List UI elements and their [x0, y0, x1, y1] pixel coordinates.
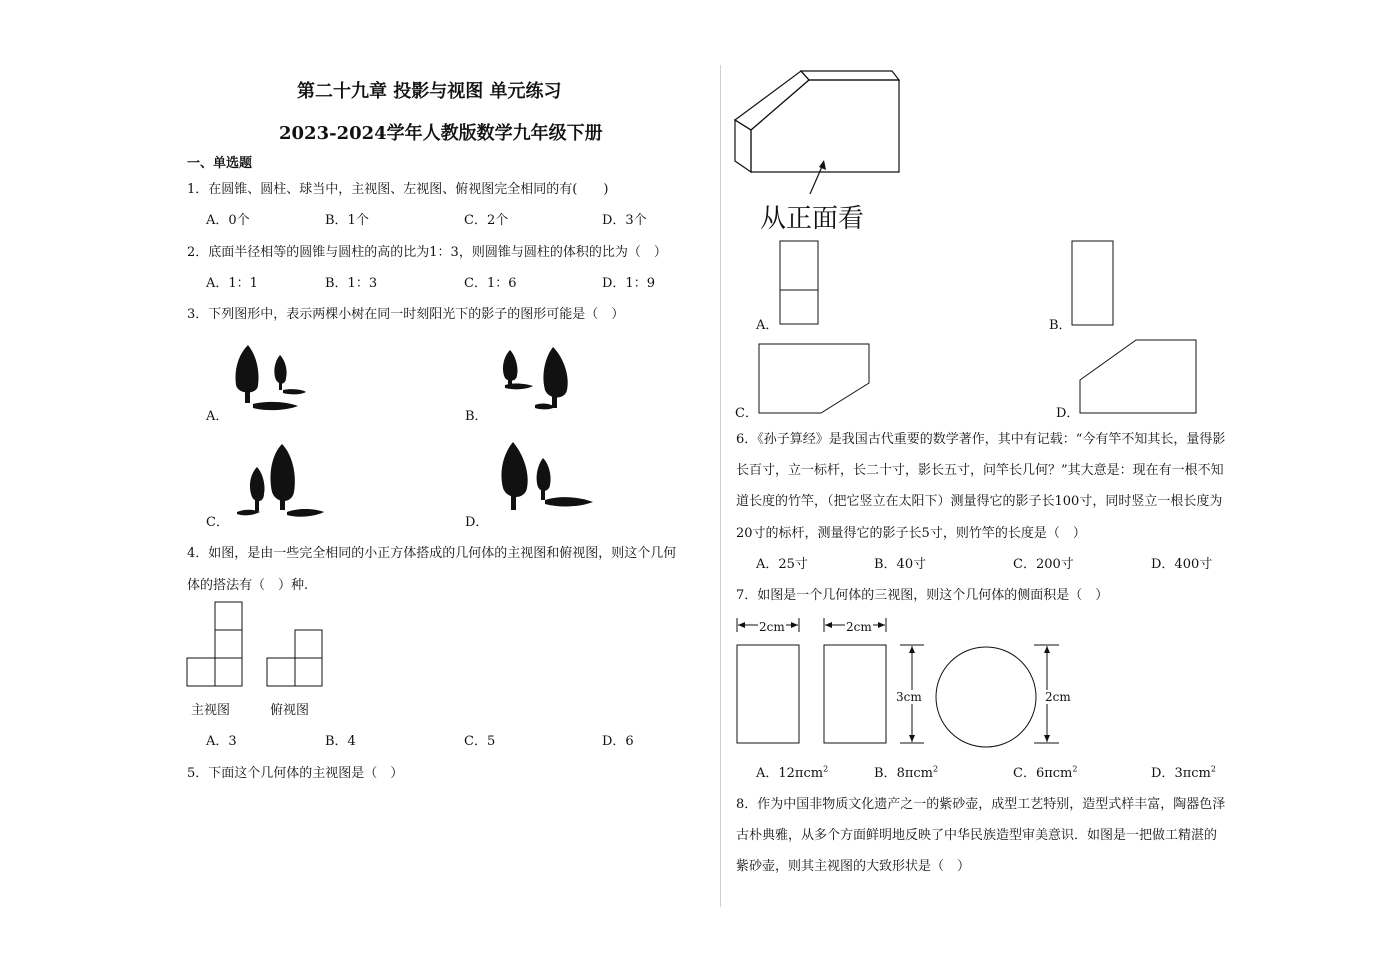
q1-option-a[interactable]: A．0个: [206, 213, 250, 228]
q3-trees-c-image[interactable]: [232, 442, 332, 520]
question-6-line2: 长百寸，立一标杆，长二十寸，影长五寸，问竿长几何？”其大意是：现在有一根不知: [736, 463, 1224, 478]
q6-option-b[interactable]: B．40寸: [874, 557, 927, 572]
q5-option-d-label[interactable]: D．: [1056, 406, 1080, 421]
question-7-stem: 7．如图是一个几何体的三视图，则这个几何体的侧面积是（ ）: [736, 588, 1109, 603]
question-6-line1: 6．《孙子算经》是我国古代重要的数学著作，其中有记载：“今有竿不知其长，量得影: [736, 432, 1226, 447]
q5-view-arrow: [806, 158, 830, 198]
question-6-line4: 20寸的标杆，测量得它的影子长5寸，则竹竿的长度是（ ）: [736, 526, 1086, 541]
question-8-line2: 古朴典雅，从多个方面鲜明地反映了中华民族造型审美意识．如图是一把做工精湛的: [736, 828, 1218, 843]
question-8-line1: 8．作为中国非物质文化遗产之一的紫砂壶，成型工艺特别，造型式样丰富，陶器色泽: [736, 797, 1226, 812]
q7-dim-front-width: 2cm: [759, 620, 785, 634]
page-subtitle: 2023-2024学年人教版数学九年级下册: [279, 123, 603, 144]
q1-option-d[interactable]: D．3个: [602, 213, 647, 228]
q2-option-c[interactable]: C．1：6: [464, 276, 517, 291]
q2-option-b[interactable]: B．1：3: [325, 276, 378, 291]
q2-option-a[interactable]: A．1：1: [206, 276, 258, 291]
question-2-stem: 2．底面半径相等的圆锥与圆柱的高的比为1：3，则圆锥与圆柱的体积的比为（ ）: [187, 245, 667, 260]
q1-option-b[interactable]: B．1个: [325, 213, 369, 228]
q5-option-a-image[interactable]: [779, 240, 821, 328]
q3-trees-b-image[interactable]: [495, 345, 580, 415]
q3-trees-d-image[interactable]: [495, 440, 600, 518]
question-1-stem: 1．在圆锥、圆柱、球当中，主视图、左视图、俯视图完全相同的有( ): [187, 182, 609, 197]
q3-trees-a-image[interactable]: [228, 340, 308, 415]
q7-dim-side-width: 2cm: [846, 620, 872, 634]
q1-option-c[interactable]: C．2个: [464, 213, 509, 228]
q4-top-view-label: 俯视图: [270, 703, 310, 718]
question-4-stem-line2: 体的搭法有（ ）种.: [187, 578, 309, 593]
q3-option-c-label[interactable]: C．: [206, 515, 229, 530]
q5-option-c-image[interactable]: [758, 343, 873, 415]
q2-option-d[interactable]: D．1：9: [602, 276, 655, 291]
q4-top-view-image: [266, 629, 326, 687]
question-5-stem: 5．下面这个几何体的主视图是（ ）: [187, 766, 404, 781]
q7-option-a[interactable]: A．12πcm$^2$: [756, 764, 829, 781]
q4-option-d[interactable]: D．6: [602, 734, 634, 749]
column-divider: [720, 65, 721, 907]
q4-front-view-image: [186, 601, 246, 687]
question-4-stem-line1: 4．如图，是由一些完全相同的小正方体搭成的几何体的主视图和俯视图，则这个几何: [187, 546, 677, 561]
question-6-line3: 道长度的竹竿，（把它竖立在太阳下）测量得它的影子长100寸，同时竖立一根长度为: [736, 494, 1223, 509]
question-3-stem: 3．下列图形中，表示两棵小树在同一时刻阳光下的影子的图形可能是（ ）: [187, 307, 625, 322]
q5-view-caption: 从正面看: [760, 204, 865, 234]
q7-dim-diameter: 2cm: [1045, 690, 1071, 704]
q5-option-c-label[interactable]: C．: [735, 406, 758, 421]
q7-three-views-figure: [734, 612, 1094, 757]
q5-option-d-image[interactable]: [1079, 339, 1199, 415]
q7-option-b[interactable]: B．8πcm$^2$: [874, 764, 939, 781]
q3-option-b-label[interactable]: B．: [465, 409, 488, 424]
page-title: 第二十九章 投影与视图 单元练习: [297, 81, 562, 102]
q6-option-a[interactable]: A．25寸: [756, 557, 808, 572]
q5-option-a-label[interactable]: A．: [756, 318, 779, 333]
q4-front-view-label: 主视图: [191, 703, 231, 718]
q6-option-d[interactable]: D．400寸: [1151, 557, 1213, 572]
q5-option-b-label[interactable]: B．: [1049, 318, 1072, 333]
q4-option-c[interactable]: C．5: [464, 734, 496, 749]
q7-option-c[interactable]: C．6πcm$^2$: [1013, 764, 1078, 781]
section-heading: 一、单选题: [187, 156, 253, 171]
question-8-line3: 紫砂壶，则其主视图的大致形状是（ ）: [736, 859, 971, 874]
q4-option-b[interactable]: B．4: [325, 734, 356, 749]
q6-option-c[interactable]: C．200寸: [1013, 557, 1074, 572]
q5-option-b-image[interactable]: [1071, 240, 1116, 328]
q7-option-d[interactable]: D．3πcm$^2$: [1151, 764, 1216, 781]
q4-option-a[interactable]: A．3: [206, 734, 237, 749]
q7-dim-height: 3cm: [896, 690, 922, 704]
q3-option-d-label[interactable]: D．: [465, 515, 489, 530]
q3-option-a-label[interactable]: A．: [206, 409, 229, 424]
